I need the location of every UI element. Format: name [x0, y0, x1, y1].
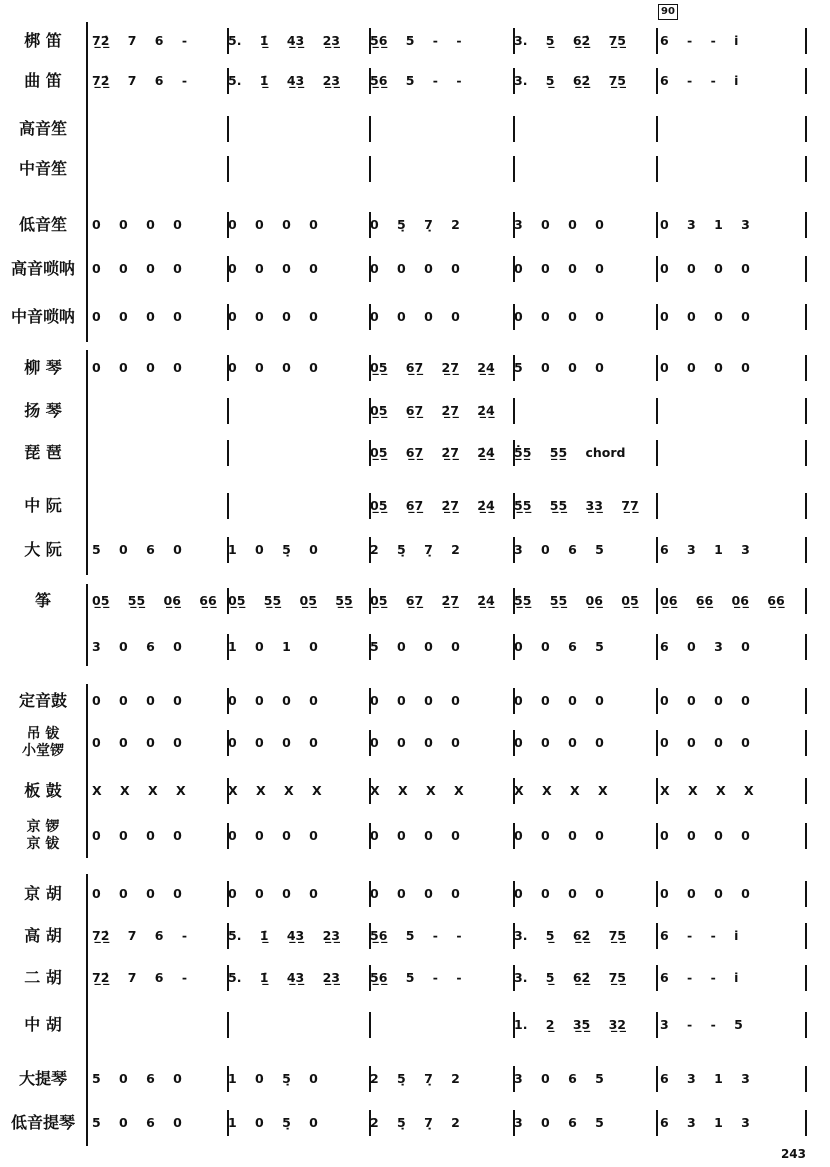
measure-diao-cha-1: 0 0 0 0 — [92, 735, 182, 750]
measure-ban-gu-5: X X X X — [660, 783, 754, 798]
barline — [227, 1012, 229, 1038]
measure-di-sheng-2: 0 0 0 0 — [228, 217, 318, 232]
measure-jing-hu-1: 0 0 0 0 — [92, 886, 182, 901]
measure-di-yin-tiqin-1: 5 0 6 0 — [92, 1115, 182, 1130]
barline — [805, 116, 807, 142]
measure-di-sheng-4: 3 0 0 0 — [514, 217, 604, 232]
measure-yang-qin-3: 0̲5̲ 6̲7̲ 2̲̇7̲ 2̲̇4̲̇ — [370, 403, 495, 418]
measure-zheng-lower-5: 6 0 3 0 — [660, 639, 750, 654]
barline — [227, 398, 229, 424]
instrument-label-zheng-upper: 筝 — [34, 591, 51, 610]
barline — [656, 730, 658, 756]
measure-di-yin-tiqin-4: 3 0 6 5 — [514, 1115, 604, 1130]
measure-zheng-lower-3: 5 0 0 0 — [370, 639, 460, 654]
measure-liu-di-4: 3. 5̲ 6̲2̲̇ 7̲5̲ — [514, 33, 626, 48]
measure-qu-di-3: 5̲6̲ 5 - - — [370, 73, 462, 88]
barline — [805, 256, 807, 282]
measure-jing-luo-2: 0 0 0 0 — [228, 828, 318, 843]
measure-jing-hu-3: 0 0 0 0 — [370, 886, 460, 901]
measure-di-sheng-5: 0 3 1 3 — [660, 217, 750, 232]
measure-er-hu-5: 6 - - i — [660, 970, 739, 985]
barline — [656, 537, 658, 563]
system-bracket-plucked — [86, 350, 88, 575]
rehearsal-mark: 90 — [658, 4, 678, 20]
measure-da-ruan-3: 2 5̣ 7̣ 2 — [370, 542, 460, 557]
measure-gao-suona-4: 0 0 0 0 — [514, 261, 604, 276]
barline — [369, 116, 371, 142]
page-number: 243 — [780, 1147, 806, 1161]
barline — [805, 212, 807, 238]
measure-pi-pa-3: 0̲5̲ 6̲7̲ 2̲̇7̲ 2̲̇4̲̇ — [370, 445, 495, 460]
instrument-label-zhong-sheng: 中音笙 — [18, 159, 67, 178]
barline — [805, 68, 807, 94]
barline — [656, 28, 658, 54]
measure-jing-hu-2: 0 0 0 0 — [228, 886, 318, 901]
barline — [656, 355, 658, 381]
measure-ban-gu-3: X X X X — [370, 783, 464, 798]
barline — [656, 212, 658, 238]
barline — [805, 965, 807, 991]
measure-zhong-hu-5: 3 - - 5 — [660, 1017, 743, 1032]
barline — [805, 778, 807, 804]
measure-jing-luo-4: 0 0 0 0 — [514, 828, 604, 843]
measure-jing-luo-3: 0 0 0 0 — [370, 828, 460, 843]
measure-gao-hu-1: 7̲2̲̇ 7 6 - — [92, 928, 188, 943]
measure-jing-luo-1: 0 0 0 0 — [92, 828, 182, 843]
measure-di-sheng-1: 0 0 0 0 — [92, 217, 182, 232]
barline — [805, 634, 807, 660]
instrument-label-da-ruan: 大 阮 — [24, 540, 62, 559]
instrument-label-di-yin-tiqin: 低音提琴 — [10, 1113, 75, 1132]
measure-liu-di-5: 6 - - i — [660, 33, 739, 48]
barline — [805, 1066, 807, 1092]
barline — [805, 398, 807, 424]
barline — [656, 440, 658, 466]
barline — [656, 1066, 658, 1092]
measure-liu-qin-1: 0 0 0 0 — [92, 360, 182, 375]
measure-gao-suona-5: 0 0 0 0 — [660, 261, 750, 276]
barline — [656, 778, 658, 804]
barline — [656, 156, 658, 182]
instrument-label-er-hu: 二 胡 — [24, 968, 62, 987]
barline — [805, 493, 807, 519]
measure-zheng-upper-5: 0̲6̲ 6̲6̲ 0̲6̲ 6̲6̲ — [660, 593, 785, 608]
instrument-label-liu-di: 梆 笛 — [24, 31, 62, 50]
measure-liu-qin-2: 0 0 0 0 — [228, 360, 318, 375]
measure-ding-yin-gu-1: 0 0 0 0 — [92, 693, 182, 708]
instrument-label-da-tiqin: 大提琴 — [18, 1069, 67, 1088]
measure-zheng-lower-1: 3 0 6 0 — [92, 639, 182, 654]
measure-er-hu-2: 5. 1̲̇ 4̲3̲ 2̲3̲ — [228, 970, 340, 985]
barline — [805, 1110, 807, 1136]
barline — [656, 923, 658, 949]
measure-zhong-hu-4: 1. 2̲ 3̲5̲ 3̲2̲ — [514, 1017, 626, 1032]
measure-er-hu-4: 3. 5̲ 6̲2̲̇ 7̲5̲ — [514, 970, 626, 985]
measure-pi-pa-4: 5̲̇5̲ 5̲5̲ chord — [514, 445, 626, 460]
measure-da-ruan-2: 1 0 5̣ 0 — [228, 542, 318, 557]
instrument-label-qu-di: 曲 笛 — [24, 71, 62, 90]
measure-zhong-ruan-3: 0̲5̲ 6̲7̲ 2̲̇7̲ 2̲̇4̲̇ — [370, 498, 495, 513]
barline — [656, 688, 658, 714]
system-bracket-strings — [86, 874, 88, 1146]
barline — [656, 398, 658, 424]
measure-da-tiqin-5: 6 3 1 3 — [660, 1071, 750, 1086]
barline — [805, 881, 807, 907]
measure-zhong-suona-2: 0 0 0 0 — [228, 309, 318, 324]
instrument-label-ban-gu: 板 鼓 — [24, 781, 62, 800]
barline — [805, 823, 807, 849]
measure-da-tiqin-3: 2 5̣ 7̣ 2 — [370, 1071, 460, 1086]
measure-zhong-suona-4: 0 0 0 0 — [514, 309, 604, 324]
measure-zheng-lower-4: 0 0 6 5 — [514, 639, 604, 654]
barline — [805, 1012, 807, 1038]
barline — [656, 1110, 658, 1136]
measure-di-yin-tiqin-2: 1 0 5̣ 0 — [228, 1115, 318, 1130]
barline — [805, 355, 807, 381]
barline — [656, 823, 658, 849]
barline — [227, 440, 229, 466]
measure-da-tiqin-1: 5 0 6 0 — [92, 1071, 182, 1086]
barline — [805, 688, 807, 714]
measure-liu-qin-4: 5 0 0 0 — [514, 360, 604, 375]
measure-ban-gu-4: X X X X — [514, 783, 608, 798]
barline — [513, 156, 515, 182]
measure-er-hu-3: 5̲6̲ 5 - - — [370, 970, 462, 985]
measure-liu-qin-5: 0 0 0 0 — [660, 360, 750, 375]
barline — [805, 28, 807, 54]
measure-gao-hu-4: 3. 5̲ 6̲2̲̇ 7̲5̲ — [514, 928, 626, 943]
measure-da-tiqin-2: 1 0 5̣ 0 — [228, 1071, 318, 1086]
measure-qu-di-1: 7̲2̲̇ 7 6 - — [92, 73, 188, 88]
measure-qu-di-5: 6 - - i — [660, 73, 739, 88]
barline — [805, 730, 807, 756]
instrument-label-liu-qin: 柳 琴 — [24, 358, 62, 377]
barline — [656, 304, 658, 330]
barline — [369, 1012, 371, 1038]
measure-gao-suona-2: 0 0 0 0 — [228, 261, 318, 276]
instrument-label-zhong-suona: 中音唢呐 — [10, 307, 75, 326]
measure-diao-cha-4: 0 0 0 0 — [514, 735, 604, 750]
measure-jing-luo-5: 0 0 0 0 — [660, 828, 750, 843]
system-bracket-percussion — [86, 684, 88, 858]
barline — [805, 304, 807, 330]
measure-zhong-suona-5: 0 0 0 0 — [660, 309, 750, 324]
measure-da-ruan-1: 5 0 6 0 — [92, 542, 182, 557]
measure-da-ruan-4: 3 0 6 5 — [514, 542, 604, 557]
measure-jing-hu-4: 0 0 0 0 — [514, 886, 604, 901]
measure-da-ruan-5: 6 3 1 3 — [660, 542, 750, 557]
barline — [227, 156, 229, 182]
barline — [656, 1012, 658, 1038]
measure-liu-di-1: 7̲2̲̇ 7 6 - — [92, 33, 188, 48]
instrument-label-zhong-hu: 中 胡 — [24, 1015, 62, 1034]
barline — [656, 493, 658, 519]
instrument-label-jing-hu: 京 胡 — [24, 884, 62, 903]
instrument-label-gao-suona: 高音唢呐 — [10, 259, 75, 278]
measure-di-yin-tiqin-5: 6 3 1 3 — [660, 1115, 750, 1130]
measure-diao-cha-5: 0 0 0 0 — [660, 735, 750, 750]
instrument-label-gao-sheng: 高音笙 — [18, 119, 67, 138]
instrument-label-di-sheng: 低音笙 — [18, 215, 67, 234]
measure-di-yin-tiqin-3: 2 5̣ 7̣ 2 — [370, 1115, 460, 1130]
measure-ban-gu-2: X X X X — [228, 783, 322, 798]
barline — [805, 440, 807, 466]
barline — [656, 68, 658, 94]
barline — [656, 256, 658, 282]
barline — [227, 116, 229, 142]
measure-zheng-lower-2: 1 0 1 0 — [228, 639, 318, 654]
barline — [656, 881, 658, 907]
instrument-label-jing-luo: 京 锣 京 钹 — [26, 819, 60, 852]
barline — [805, 537, 807, 563]
barline — [656, 965, 658, 991]
barline — [805, 588, 807, 614]
barline — [656, 634, 658, 660]
instrument-label-pi-pa: 琵 琶 — [24, 443, 62, 462]
measure-diao-cha-3: 0 0 0 0 — [370, 735, 460, 750]
instrument-label-zhong-ruan: 中 阮 — [24, 496, 62, 515]
measure-jing-hu-5: 0 0 0 0 — [660, 886, 750, 901]
barline — [656, 588, 658, 614]
measure-zhong-suona-1: 0 0 0 0 — [92, 309, 182, 324]
measure-gao-hu-3: 5̲6̲ 5 - - — [370, 928, 462, 943]
measure-zheng-upper-3: 0̲5̲ 6̲7̲ 2̲̇7̲ 2̲̇4̲̇ — [370, 593, 495, 608]
measure-gao-hu-5: 6 - - i — [660, 928, 739, 943]
measure-diao-cha-2: 0 0 0 0 — [228, 735, 318, 750]
barline — [227, 493, 229, 519]
barline — [656, 116, 658, 142]
barline — [513, 116, 515, 142]
instrument-label-gao-hu: 高 胡 — [24, 926, 62, 945]
measure-liu-di-2: 5. 1̲̇ 4̲3̲ 2̲3̲ — [228, 33, 340, 48]
measure-zheng-upper-4: 5̲̇5̲ 5̲5̲ 0̲6̲ 0̲5̲ — [514, 593, 639, 608]
measure-ding-yin-gu-4: 0 0 0 0 — [514, 693, 604, 708]
measure-er-hu-1: 7̲2̲̇ 7 6 - — [92, 970, 188, 985]
instrument-label-diao-cha: 吊 钹 小堂锣 — [22, 726, 64, 759]
measure-zheng-upper-2: 0̲5̲ 5̲5̲ 0̲5̲ 5̲5̲ — [228, 593, 353, 608]
measure-qu-di-2: 5. 1̲̇ 4̲3̲ 2̲3̲ — [228, 73, 340, 88]
measure-zheng-upper-1: 0̲5̲ 5̲5̲ 0̲6̲ 6̲6̲ — [92, 593, 217, 608]
measure-gao-suona-1: 0 0 0 0 — [92, 261, 182, 276]
measure-di-sheng-3: 0 5̣ 7̣ 2 — [370, 217, 460, 232]
measure-ban-gu-1: X X X X — [92, 783, 186, 798]
system-bracket-zheng — [86, 584, 88, 666]
instrument-label-yang-qin: 扬 琴 — [24, 401, 62, 420]
barline — [369, 156, 371, 182]
measure-ding-yin-gu-3: 0 0 0 0 — [370, 693, 460, 708]
measure-gao-suona-3: 0 0 0 0 — [370, 261, 460, 276]
measure-liu-di-3: 5̲6̲ 5 - - — [370, 33, 462, 48]
measure-qu-di-4: 3. 5̲ 6̲2̲̇ 7̲5̲ — [514, 73, 626, 88]
measure-zhong-suona-3: 0 0 0 0 — [370, 309, 460, 324]
measure-liu-qin-3: 0̲5̲ 6̲7̲ 2̲7̲ 2̲4̲ — [370, 360, 495, 375]
measure-zhong-ruan-4: 5̲̇5̲ 5̲5̲ 3̲3̲ 7̲7̲ — [514, 498, 639, 513]
instrument-label-ding-yin-gu: 定音鼓 — [18, 691, 67, 710]
barline — [805, 923, 807, 949]
measure-ding-yin-gu-5: 0 0 0 0 — [660, 693, 750, 708]
barline — [805, 156, 807, 182]
measure-gao-hu-2: 5. 1̲̇ 4̲3̲ 2̲3̲ — [228, 928, 340, 943]
system-bracket-winds — [86, 22, 88, 342]
barline — [513, 398, 515, 424]
measure-ding-yin-gu-2: 0 0 0 0 — [228, 693, 318, 708]
measure-da-tiqin-4: 3 0 6 5 — [514, 1071, 604, 1086]
